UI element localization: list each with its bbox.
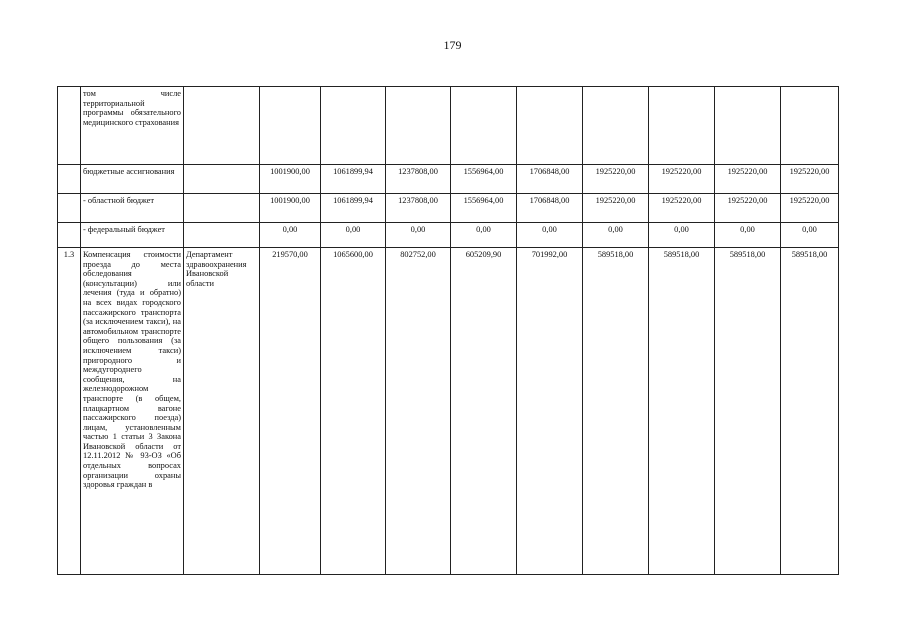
value-cell: 1237808,00	[386, 165, 451, 194]
value-cell: 1706848,00	[517, 194, 583, 223]
row-number: 1.3	[58, 248, 81, 575]
value-cell	[649, 87, 715, 165]
table-row	[58, 223, 839, 248]
value-cell: 0,00	[321, 223, 386, 248]
row-description: Компенсация стоимости проезда до места обследования (консультации) или лечения (туда и обратно) на всех видах городского пассажирского транспорта (за исключением такси), на автомобильном транспорте общего пользования (за исключением такси) пригородного и междугороднего сообщения, на железнодорожном транспорте (в общем, плацкартном вагоне пассажирского поезда) лицам, установленным частью 1 статьи 3 Закона Ивановской области от 12.11.2012 № 93-ОЗ «Об отдельных вопросах организации охраны здоровья граждан в	[81, 248, 184, 575]
value-cell: 589518,00	[583, 248, 649, 575]
value-cell: 1001900,00	[260, 165, 321, 194]
value-cell: 1061899,94	[321, 194, 386, 223]
value-cell	[260, 87, 321, 165]
value-cell	[321, 87, 386, 165]
row-description: - федеральный бюджет	[81, 223, 184, 248]
value-cell: 0,00	[517, 223, 583, 248]
value-cell: 1065600,00	[321, 248, 386, 575]
row-organization	[184, 165, 260, 194]
value-cell: 1925220,00	[715, 165, 781, 194]
value-cell	[386, 87, 451, 165]
value-cell: 589518,00	[649, 248, 715, 575]
value-cell: 1061899,94	[321, 165, 386, 194]
value-cell: 701992,00	[517, 248, 583, 575]
value-cell: 0,00	[715, 223, 781, 248]
row-description: - областной бюджет	[81, 194, 184, 223]
row-description: бюджетные ассигнования	[81, 165, 184, 194]
value-cell	[715, 87, 781, 165]
table-row	[58, 87, 839, 165]
value-cell: 1556964,00	[451, 165, 517, 194]
budget-table	[57, 86, 839, 575]
row-organization: Департамент здравоохранения Ивановской области	[184, 248, 260, 575]
value-cell	[451, 87, 517, 165]
value-cell: 1925220,00	[583, 165, 649, 194]
row-number	[58, 87, 81, 165]
row-description: том числе территориальной программы обязательного медицинского страхования	[81, 87, 184, 165]
value-cell: 0,00	[386, 223, 451, 248]
value-cell: 0,00	[781, 223, 839, 248]
value-cell: 0,00	[451, 223, 517, 248]
value-cell: 605209,90	[451, 248, 517, 575]
value-cell: 1925220,00	[583, 194, 649, 223]
row-number	[58, 165, 81, 194]
row-organization	[184, 87, 260, 165]
value-cell: 589518,00	[715, 248, 781, 575]
row-number	[58, 194, 81, 223]
table-row	[58, 248, 839, 575]
value-cell: 1237808,00	[386, 194, 451, 223]
value-cell: 0,00	[260, 223, 321, 248]
value-cell: 1556964,00	[451, 194, 517, 223]
value-cell	[583, 87, 649, 165]
value-cell: 589518,00	[781, 248, 839, 575]
value-cell: 0,00	[583, 223, 649, 248]
value-cell: 1706848,00	[517, 165, 583, 194]
value-cell: 0,00	[649, 223, 715, 248]
table-row	[58, 165, 839, 194]
row-number	[58, 223, 81, 248]
table-row	[58, 194, 839, 223]
value-cell: 1925220,00	[649, 165, 715, 194]
value-cell	[517, 87, 583, 165]
value-cell: 1925220,00	[781, 165, 839, 194]
page-number: 179	[443, 38, 462, 52]
value-cell: 1925220,00	[715, 194, 781, 223]
value-cell: 1001900,00	[260, 194, 321, 223]
value-cell: 1925220,00	[781, 194, 839, 223]
value-cell: 1925220,00	[649, 194, 715, 223]
row-organization	[184, 194, 260, 223]
value-cell: 802752,00	[386, 248, 451, 575]
row-organization	[184, 223, 260, 248]
value-cell	[781, 87, 839, 165]
value-cell: 219570,00	[260, 248, 321, 575]
